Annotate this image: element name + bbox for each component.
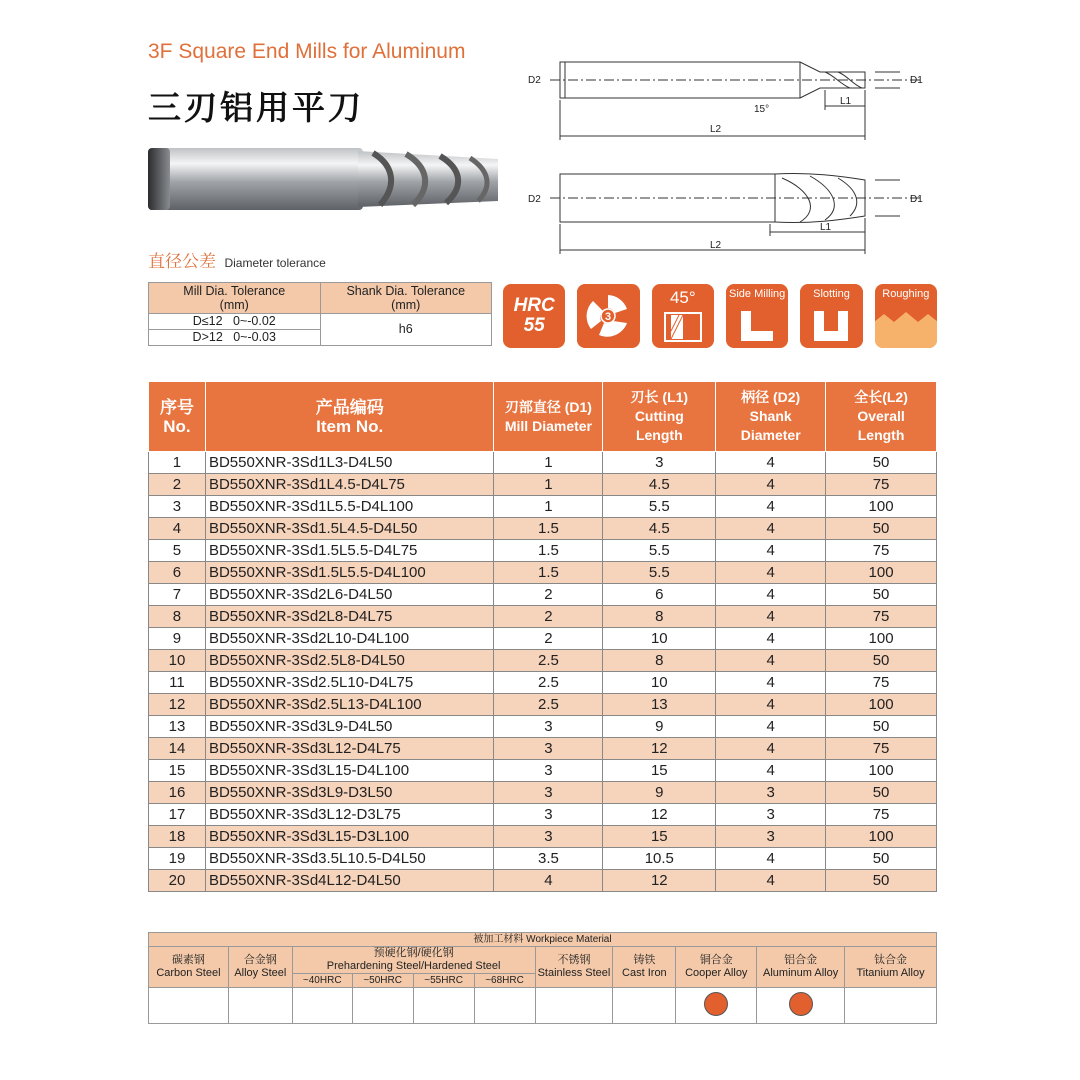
label-angle: 15° bbox=[754, 104, 770, 115]
cutting-length: 4.5 bbox=[603, 474, 716, 496]
row-number: 11 bbox=[149, 672, 206, 694]
product-table bbox=[148, 381, 937, 892]
table-row bbox=[149, 870, 937, 892]
product-table-header-4 bbox=[716, 382, 826, 452]
header-en-1: Item No. bbox=[316, 416, 384, 436]
tolerance-shank-value: h6 bbox=[320, 314, 492, 346]
item-number: BD550XNR-3Sd1L3-D4L50 bbox=[205, 452, 494, 474]
shank-diameter: 4 bbox=[716, 606, 826, 628]
cutting-length: 12 bbox=[603, 870, 716, 892]
material-suitability-row bbox=[149, 988, 937, 1024]
mill-diameter: 1.5 bbox=[494, 562, 603, 584]
shank-diameter: 4 bbox=[716, 562, 826, 584]
item-number: BD550XNR-3Sd2.5L13-D4L100 bbox=[205, 694, 494, 716]
table-row bbox=[149, 804, 937, 826]
hrc-range-68: ~68HRC bbox=[474, 974, 535, 988]
hrc-range-55: ~55HRC bbox=[413, 974, 474, 988]
item-number: BD550XNR-3Sd4L12-D4L50 bbox=[205, 870, 494, 892]
shank-diameter: 3 bbox=[716, 782, 826, 804]
material-aluminum: 铝合金 Aluminum Alloy bbox=[757, 947, 845, 988]
cutting-length: 13 bbox=[603, 694, 716, 716]
row-number: 14 bbox=[149, 738, 206, 760]
material-copper: 铜合金 Cooper Alloy bbox=[676, 947, 757, 988]
mill-diameter: 3 bbox=[494, 826, 603, 848]
shank-diameter: 4 bbox=[716, 496, 826, 518]
mill-diameter: 1 bbox=[494, 474, 603, 496]
cutting-length: 12 bbox=[603, 738, 716, 760]
title-chinese: 三刃铝用平刀 bbox=[148, 88, 364, 127]
table-row bbox=[149, 628, 937, 650]
table-row bbox=[149, 782, 937, 804]
mill-diameter: 3 bbox=[494, 738, 603, 760]
cutting-length: 3 bbox=[603, 452, 716, 474]
overall-length: 75 bbox=[826, 474, 937, 496]
cutting-length: 8 bbox=[603, 606, 716, 628]
shank-diameter: 4 bbox=[716, 452, 826, 474]
overall-length: 50 bbox=[826, 782, 937, 804]
tolerance-heading bbox=[148, 247, 326, 272]
item-number: BD550XNR-3Sd2L10-D4L100 bbox=[205, 628, 494, 650]
row-number: 17 bbox=[149, 804, 206, 826]
product-table-header-2 bbox=[494, 382, 603, 452]
aluminum-suitable-cell bbox=[757, 988, 845, 1024]
table-row bbox=[149, 672, 937, 694]
shank-diameter: 4 bbox=[716, 716, 826, 738]
header-cn-1: 产品编码 bbox=[315, 397, 384, 417]
shank-diameter: 4 bbox=[716, 474, 826, 496]
table-row bbox=[149, 760, 937, 782]
overall-length: 100 bbox=[826, 826, 937, 848]
row-number: 12 bbox=[149, 694, 206, 716]
row-number: 6 bbox=[149, 562, 206, 584]
mill-diameter: 3 bbox=[494, 804, 603, 826]
mill-diameter: 3 bbox=[494, 760, 603, 782]
item-number: BD550XNR-3Sd3L12-D3L75 bbox=[205, 804, 494, 826]
product-table-header-3 bbox=[603, 382, 716, 452]
cutting-length: 5.5 bbox=[603, 496, 716, 518]
cutting-length: 15 bbox=[603, 826, 716, 848]
product-table-header-1 bbox=[205, 382, 494, 452]
material-hardened: 预硬化钢/硬化钢 Prehardening Steel/Hardened Steel bbox=[292, 947, 535, 974]
helix-angle-icon bbox=[652, 284, 714, 348]
item-number: BD550XNR-3Sd3L12-D4L75 bbox=[205, 738, 494, 760]
shank-diameter: 4 bbox=[716, 870, 826, 892]
tolerance-row-2: D>12 0~-0.03 bbox=[149, 330, 321, 346]
row-number: 7 bbox=[149, 584, 206, 606]
mill-diameter: 2 bbox=[494, 628, 603, 650]
label-d1-bottom: D1 bbox=[910, 194, 923, 205]
table-row bbox=[149, 826, 937, 848]
roughing-icon bbox=[875, 284, 937, 348]
product-table-header-0 bbox=[149, 382, 206, 452]
overall-length: 75 bbox=[826, 672, 937, 694]
overall-length: 75 bbox=[826, 738, 937, 760]
header-en-3: Cutting Length bbox=[634, 408, 684, 443]
table-row bbox=[149, 562, 937, 584]
material-alloy: 合金钢 Alloy Steel bbox=[228, 947, 292, 988]
overall-length: 50 bbox=[826, 584, 937, 606]
table-row bbox=[149, 474, 937, 496]
mill-diameter: 3.5 bbox=[494, 848, 603, 870]
shank-diameter: 4 bbox=[716, 628, 826, 650]
overall-length: 50 bbox=[826, 848, 937, 870]
label-d2-top: D2 bbox=[528, 75, 541, 86]
material-stainless: 不锈钢 Stainless Steel bbox=[535, 947, 613, 988]
mill-diameter: 2.5 bbox=[494, 694, 603, 716]
label-d1-top: D1 bbox=[910, 75, 923, 86]
item-number: BD550XNR-3Sd2L8-D4L75 bbox=[205, 606, 494, 628]
title-english: 3F Square End Mills for Aluminum bbox=[148, 40, 466, 63]
material-cast-iron: 铸铁 Cast Iron bbox=[613, 947, 676, 988]
mill-diameter: 2.5 bbox=[494, 672, 603, 694]
cutting-length: 5.5 bbox=[603, 562, 716, 584]
mill-diameter: 4 bbox=[494, 870, 603, 892]
table-row bbox=[149, 452, 937, 474]
overall-length: 100 bbox=[826, 628, 937, 650]
item-number: BD550XNR-3Sd1L5.5-D4L100 bbox=[205, 496, 494, 518]
cutting-length: 12 bbox=[603, 804, 716, 826]
material-table-title: 被加工材料 Workpiece Material bbox=[149, 933, 937, 947]
technical-drawing bbox=[520, 50, 930, 260]
side-milling-label: Side Milling bbox=[729, 288, 786, 300]
item-number: BD550XNR-3Sd3L15-D4L100 bbox=[205, 760, 494, 782]
shank-diameter: 3 bbox=[716, 804, 826, 826]
cutting-length: 8 bbox=[603, 650, 716, 672]
mill-diameter: 1.5 bbox=[494, 518, 603, 540]
row-number: 15 bbox=[149, 760, 206, 782]
hrc-range-50: ~50HRC bbox=[352, 974, 413, 988]
table-row bbox=[149, 606, 937, 628]
mill-diameter: 1 bbox=[494, 452, 603, 474]
row-number: 13 bbox=[149, 716, 206, 738]
mill-diameter: 1.5 bbox=[494, 540, 603, 562]
suitable-dot-copper bbox=[704, 992, 728, 1016]
overall-length: 50 bbox=[826, 650, 937, 672]
end-mill-photo bbox=[148, 145, 498, 213]
table-row bbox=[149, 694, 937, 716]
table-row bbox=[149, 650, 937, 672]
overall-length: 100 bbox=[826, 694, 937, 716]
cutting-length: 10.5 bbox=[603, 848, 716, 870]
cutting-length: 10 bbox=[603, 672, 716, 694]
row-number: 8 bbox=[149, 606, 206, 628]
header-cn-4: 柄径 (D2) bbox=[741, 389, 801, 405]
overall-length: 50 bbox=[826, 716, 937, 738]
header-en-4: Shank Diameter bbox=[740, 408, 801, 443]
slotting-label: Slotting bbox=[813, 288, 850, 300]
overall-length: 100 bbox=[826, 562, 937, 584]
hrc-icon bbox=[503, 284, 565, 348]
header-cn-2: 刃部直径 (D1) bbox=[504, 398, 592, 415]
cutting-length: 15 bbox=[603, 760, 716, 782]
item-number: BD550XNR-3Sd3.5L10.5-D4L50 bbox=[205, 848, 494, 870]
row-number: 5 bbox=[149, 540, 206, 562]
side-milling-icon bbox=[726, 284, 788, 348]
suitable-dot-aluminum bbox=[789, 992, 813, 1016]
row-number: 1 bbox=[149, 452, 206, 474]
shank-diameter: 4 bbox=[716, 672, 826, 694]
tolerance-col-mill: Mill Dia. Tolerance (mm) bbox=[149, 283, 321, 314]
row-number: 20 bbox=[149, 870, 206, 892]
tolerance-heading-en: Diameter tolerance bbox=[224, 256, 326, 270]
shank-diameter: 4 bbox=[716, 694, 826, 716]
item-number: BD550XNR-3Sd1L4.5-D4L75 bbox=[205, 474, 494, 496]
product-table-header-5 bbox=[826, 382, 937, 452]
overall-length: 75 bbox=[826, 804, 937, 826]
cutting-length: 5.5 bbox=[603, 540, 716, 562]
material-titanium: 钛合金 Titanium Alloy bbox=[845, 947, 937, 988]
cutting-length: 9 bbox=[603, 716, 716, 738]
row-number: 4 bbox=[149, 518, 206, 540]
item-number: BD550XNR-3Sd1.5L5.5-D4L75 bbox=[205, 540, 494, 562]
table-row bbox=[149, 518, 937, 540]
helix-label: 45° bbox=[669, 288, 696, 307]
header-en-0: No. bbox=[163, 416, 191, 436]
header-cn-3: 刃长 (L1) bbox=[630, 389, 689, 405]
row-number: 10 bbox=[149, 650, 206, 672]
shank-diameter: 4 bbox=[716, 540, 826, 562]
tolerance-row-1: D≤12 0~-0.02 bbox=[149, 314, 321, 330]
item-number: BD550XNR-3Sd2.5L8-D4L50 bbox=[205, 650, 494, 672]
hrc-range-40: ~40HRC bbox=[292, 974, 352, 988]
mill-diameter: 2.5 bbox=[494, 650, 603, 672]
hrc-value: 55 bbox=[523, 315, 545, 336]
item-number: BD550XNR-3Sd1.5L4.5-D4L50 bbox=[205, 518, 494, 540]
table-row bbox=[149, 496, 937, 518]
row-number: 16 bbox=[149, 782, 206, 804]
row-number: 9 bbox=[149, 628, 206, 650]
feature-icons bbox=[503, 284, 937, 348]
tolerance-table bbox=[148, 282, 492, 346]
overall-length: 50 bbox=[826, 518, 937, 540]
label-l2-top: L2 bbox=[710, 124, 722, 135]
slotting-icon bbox=[800, 284, 862, 348]
table-row bbox=[149, 540, 937, 562]
row-number: 2 bbox=[149, 474, 206, 496]
header-en-5: Overall Length bbox=[857, 408, 905, 443]
row-number: 3 bbox=[149, 496, 206, 518]
shank-diameter: 3 bbox=[716, 826, 826, 848]
row-number: 18 bbox=[149, 826, 206, 848]
roughing-label: Roughing bbox=[882, 288, 930, 300]
table-row bbox=[149, 584, 937, 606]
overall-length: 50 bbox=[826, 452, 937, 474]
shank-diameter: 4 bbox=[716, 848, 826, 870]
table-row bbox=[149, 738, 937, 760]
shank-diameter: 4 bbox=[716, 738, 826, 760]
row-number: 19 bbox=[149, 848, 206, 870]
mill-diameter: 3 bbox=[494, 782, 603, 804]
tolerance-col-shank: Shank Dia. Tolerance (mm) bbox=[320, 283, 492, 314]
label-d2-bottom: D2 bbox=[528, 194, 541, 205]
shank-diameter: 4 bbox=[716, 584, 826, 606]
mill-diameter: 3 bbox=[494, 716, 603, 738]
cutting-length: 6 bbox=[603, 584, 716, 606]
overall-length: 75 bbox=[826, 540, 937, 562]
label-l1-bottom: L1 bbox=[820, 222, 832, 233]
tolerance-heading-cn: 直径公差 bbox=[148, 252, 216, 272]
table-row bbox=[149, 716, 937, 738]
flute-count: 3 bbox=[605, 311, 612, 323]
shank-diameter: 4 bbox=[716, 760, 826, 782]
table-row bbox=[149, 848, 937, 870]
item-number: BD550XNR-3Sd3L15-D3L100 bbox=[205, 826, 494, 848]
material-carbon: 碳素钢 Carbon Steel bbox=[149, 947, 229, 988]
item-number: BD550XNR-3Sd2.5L10-D4L75 bbox=[205, 672, 494, 694]
overall-length: 75 bbox=[826, 606, 937, 628]
overall-length: 100 bbox=[826, 760, 937, 782]
hrc-label: HRC bbox=[513, 295, 555, 316]
item-number: BD550XNR-3Sd2L6-D4L50 bbox=[205, 584, 494, 606]
cutting-length: 10 bbox=[603, 628, 716, 650]
cutting-length: 9 bbox=[603, 782, 716, 804]
overall-length: 50 bbox=[826, 870, 937, 892]
shank-diameter: 4 bbox=[716, 518, 826, 540]
header-en-2: Mill Diameter bbox=[504, 417, 592, 434]
mill-diameter: 2 bbox=[494, 606, 603, 628]
item-number: BD550XNR-3Sd3L9-D4L50 bbox=[205, 716, 494, 738]
material-table bbox=[148, 932, 937, 1024]
shank-diameter: 4 bbox=[716, 650, 826, 672]
label-l1-top: L1 bbox=[840, 96, 852, 107]
item-number: BD550XNR-3Sd3L9-D3L50 bbox=[205, 782, 494, 804]
cutting-length: 4.5 bbox=[603, 518, 716, 540]
header-cn-5: 全长(L2) bbox=[854, 389, 908, 405]
header-cn-0: 序号 bbox=[159, 397, 194, 417]
mill-diameter: 1 bbox=[494, 496, 603, 518]
item-number: BD550XNR-3Sd1.5L5.5-D4L100 bbox=[205, 562, 494, 584]
three-flute-icon bbox=[577, 284, 639, 348]
product-table-header bbox=[149, 382, 937, 452]
mill-diameter: 2 bbox=[494, 584, 603, 606]
overall-length: 100 bbox=[826, 496, 937, 518]
label-l2-bottom: L2 bbox=[710, 240, 722, 251]
copper-suitable-cell bbox=[676, 988, 757, 1024]
